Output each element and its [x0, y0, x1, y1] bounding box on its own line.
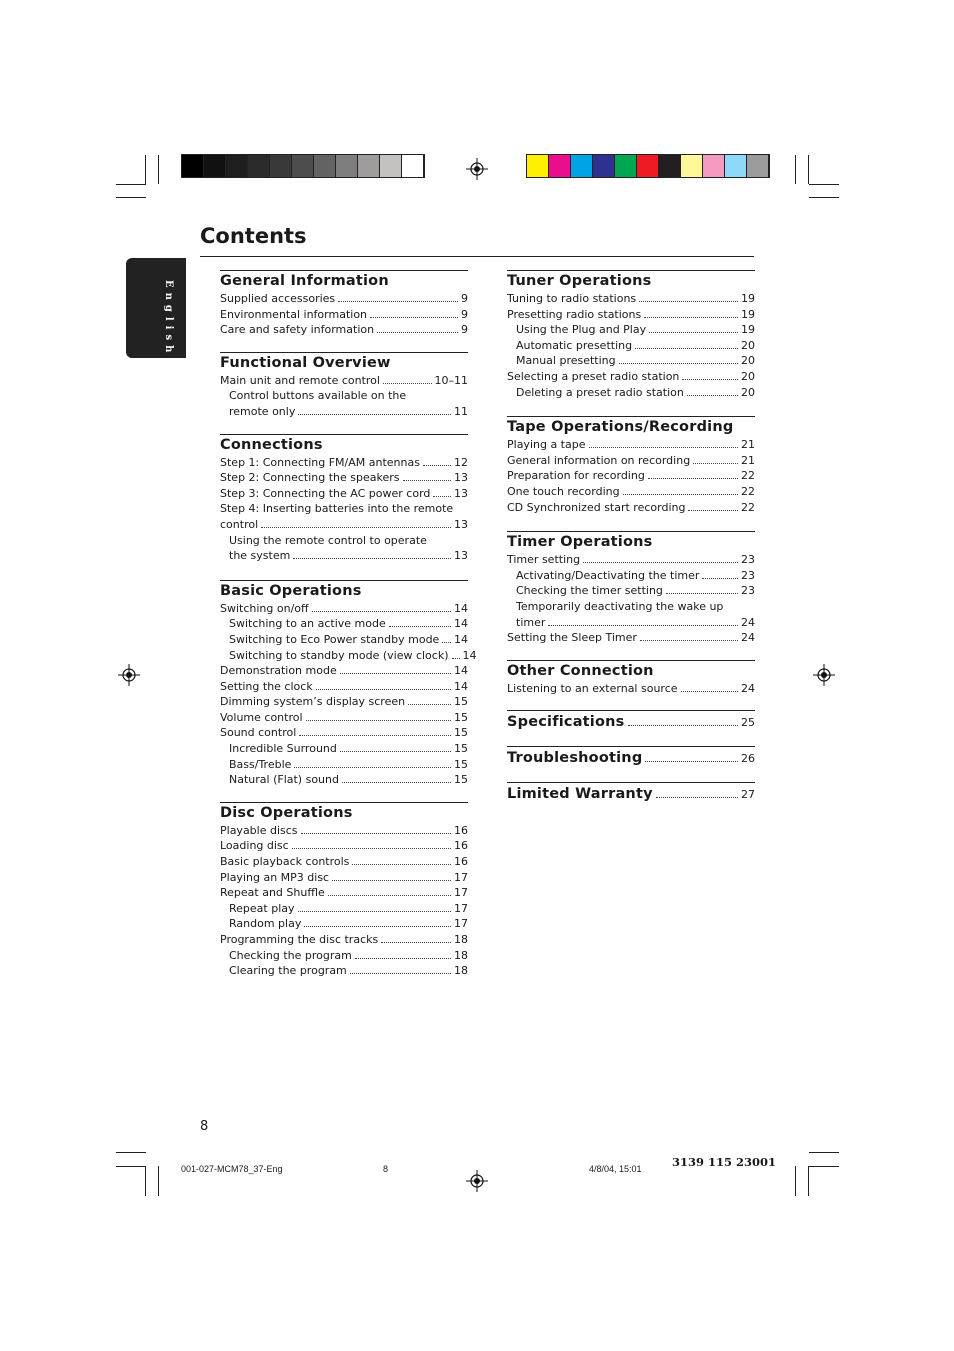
toc-entry[interactable]	[220, 838, 468, 854]
dot-leader	[304, 926, 451, 927]
toc-entry-label: Checking the timer setting	[516, 584, 663, 598]
toc-entry[interactable]	[507, 583, 755, 599]
page-number-ref: 21	[741, 438, 755, 452]
toc-entry[interactable]	[220, 404, 468, 420]
toc-entry[interactable]	[507, 453, 755, 469]
toc-entry-label: Incredible Surround	[229, 742, 337, 756]
color-swatch	[681, 155, 703, 177]
toc-entry[interactable]	[220, 948, 468, 964]
toc-entry-label: control	[220, 517, 259, 531]
page-number-ref: 17	[454, 870, 468, 884]
dot-leader	[656, 797, 738, 798]
dot-leader	[340, 673, 451, 674]
page-number-ref: 18	[454, 933, 468, 946]
page-number-ref: 19	[741, 307, 755, 321]
color-swatch	[358, 155, 380, 177]
page-title: Contents	[200, 224, 307, 248]
page-number-ref: 13	[454, 549, 468, 563]
dot-leader	[702, 578, 738, 579]
dot-leader	[301, 833, 451, 834]
color-swatch	[637, 155, 659, 177]
toc-entry-label: Setting the Sleep Timer	[507, 631, 637, 645]
dot-leader	[298, 911, 451, 912]
dot-leader	[316, 689, 451, 690]
toc-entry-label: Deleting a preset radio station	[516, 385, 684, 399]
dot-leader	[328, 895, 451, 896]
toc-entry-label: Loading disc	[220, 839, 289, 853]
dot-leader	[294, 767, 451, 768]
dot-leader	[687, 395, 738, 396]
dot-leader	[403, 480, 451, 481]
toc-entry-label: Step 1: Connecting FM/AM antennas	[220, 455, 420, 469]
toc-entry[interactable]	[220, 757, 468, 773]
registration-mark-icon	[466, 158, 488, 180]
dot-leader	[408, 704, 451, 705]
section-heading: Tuner Operations	[507, 273, 652, 289]
toc-entry-label: timer	[516, 615, 546, 629]
page-number-ref: 26	[741, 752, 755, 766]
footer-page: 8	[383, 1164, 389, 1174]
page-number-ref: 27	[741, 788, 755, 802]
toc-entry[interactable]	[507, 353, 755, 369]
toc-entry[interactable]	[220, 307, 468, 323]
dot-leader	[442, 642, 451, 643]
toc-entry[interactable]	[507, 630, 755, 646]
toc-section	[507, 531, 755, 646]
dot-leader	[648, 478, 738, 479]
dot-leader	[619, 363, 738, 364]
page-number-ref: 17	[454, 886, 468, 900]
toc-section	[220, 802, 468, 979]
dot-leader	[350, 973, 451, 974]
toc-entry[interactable]	[507, 468, 755, 484]
toc-entry[interactable]	[220, 455, 468, 471]
dot-leader	[640, 640, 738, 641]
title-divider	[200, 256, 754, 257]
color-swatch	[725, 155, 747, 177]
toc-entry-label: Checking the program	[229, 948, 352, 962]
dot-leader	[433, 496, 451, 497]
color-swatch	[593, 155, 615, 177]
dot-leader	[306, 720, 451, 721]
toc-section	[507, 660, 755, 697]
color-swatch-bar	[526, 154, 770, 178]
toc-entry-label: Dimming system’s display screen	[220, 695, 406, 709]
toc-entry-label: Switching to standby mode (view clock)	[229, 648, 449, 662]
dot-leader	[589, 447, 739, 448]
toc-section-heading-row[interactable]	[507, 711, 755, 732]
page-number-ref: 15	[454, 773, 468, 787]
page-number-ref: 9	[461, 292, 468, 305]
page-number-ref: 16	[454, 839, 468, 853]
color-swatch	[571, 155, 593, 177]
dot-leader	[355, 958, 451, 959]
page-number-ref: 13	[454, 517, 468, 531]
toc-entry-label: Clearing the program	[229, 964, 347, 978]
dot-leader	[649, 332, 738, 333]
toc-entry[interactable]	[507, 437, 755, 453]
page-number-ref: 14	[454, 601, 468, 615]
color-swatch	[204, 155, 226, 177]
color-swatch	[314, 155, 336, 177]
section-heading: Tape Operations/Recording	[507, 419, 734, 436]
toc-entry-label: Switching on/off	[220, 601, 309, 615]
page-number-ref: 14	[454, 632, 468, 646]
toc-entry[interactable]	[220, 854, 468, 870]
dot-leader	[381, 942, 451, 943]
dot-leader	[312, 611, 451, 612]
color-swatch	[270, 155, 292, 177]
page-number-ref: 23	[741, 553, 755, 567]
page-number-ref: 15	[454, 695, 468, 709]
toc-entry-label: Setting the clock	[220, 679, 313, 693]
toc-entry[interactable]	[507, 369, 755, 385]
language-tab-label: English	[163, 280, 174, 358]
dot-leader	[423, 465, 451, 466]
dot-leader	[682, 379, 738, 380]
color-swatch	[747, 155, 769, 177]
page-number-ref: 25	[741, 716, 755, 730]
toc-entry[interactable]	[220, 710, 468, 726]
toc-entry-line[interactable]: Temporarily deactivating the wake up	[516, 599, 724, 613]
toc-entry[interactable]	[220, 694, 468, 710]
page-number-ref: 23	[741, 584, 755, 598]
toc-entry-label: Playable discs	[220, 823, 298, 837]
dot-leader	[452, 658, 460, 659]
toc-entry-line[interactable]: Step 4: Inserting batteries into the remote	[220, 502, 454, 516]
toc-entry-label: Switching to an active mode	[229, 617, 386, 631]
dot-leader	[635, 348, 738, 349]
toc-entry-label: Supplied accessories	[220, 292, 336, 305]
dot-leader	[298, 414, 451, 415]
page-number-ref: 23	[741, 568, 755, 582]
section-heading: Disc Operations	[220, 804, 353, 821]
page-number-ref: 15	[454, 742, 468, 756]
toc-entry[interactable]	[220, 663, 468, 679]
toc-entry-label: Using the Plug and Play	[516, 323, 647, 337]
toc-entry-label: remote only	[229, 404, 296, 418]
toc-entry-label: CD Synchronized start recording	[507, 500, 686, 514]
section-heading: Limited Warranty	[507, 786, 653, 803]
dot-leader	[693, 463, 738, 464]
toc-entry-label: Step 2: Connecting the speakers	[220, 471, 400, 485]
toc-entry-label: Preparation for recording	[507, 469, 645, 483]
page-number-ref: 15	[454, 726, 468, 740]
page-number-ref: 9	[461, 307, 468, 321]
toc-entry-label: Switching to Eco Power standby mode	[229, 632, 440, 646]
page-number-ref: 19	[741, 323, 755, 337]
footer-date: 4/8/04, 15:01	[589, 1164, 642, 1174]
toc-entry[interactable]	[220, 648, 477, 664]
dot-leader	[261, 527, 451, 528]
page-number-ref: 13	[454, 471, 468, 485]
toc-section	[507, 270, 755, 400]
page-number-ref: 17	[454, 901, 468, 915]
toc-entry[interactable]	[507, 322, 755, 338]
toc-entry[interactable]	[220, 373, 468, 389]
page-number-ref: 15	[454, 757, 468, 771]
page-number-ref: 20	[741, 354, 755, 368]
dot-leader	[293, 558, 451, 559]
page-number-ref: 24	[741, 631, 755, 645]
page-number-ref: 18	[454, 948, 468, 962]
toc-entry-label: Repeat play	[229, 901, 295, 915]
page-number-ref: 14	[462, 648, 477, 662]
registration-mark-icon	[813, 664, 835, 686]
toc-entry-label: the system	[229, 549, 291, 563]
toc-entry-label: Basic playback controls	[220, 855, 350, 869]
dot-leader	[370, 317, 458, 318]
toc-entry[interactable]	[220, 291, 468, 307]
dot-leader	[583, 562, 738, 563]
color-swatch	[248, 155, 270, 177]
toc-entry-label: Volume control	[220, 710, 303, 724]
toc-entry[interactable]	[507, 615, 755, 631]
dot-leader	[389, 626, 451, 627]
section-heading: Specifications	[507, 714, 625, 731]
page-number-ref: 16	[454, 823, 468, 837]
toc-entry-label: Bass/Treble	[229, 757, 292, 771]
color-swatch	[226, 155, 248, 177]
dot-leader	[681, 691, 738, 692]
page-number-ref: 22	[741, 469, 755, 483]
toc-entry[interactable]	[220, 772, 468, 788]
page-number-ref: 12	[454, 455, 468, 469]
dot-leader	[644, 317, 738, 318]
page-number-ref: 11	[454, 404, 468, 418]
toc-entry-label: General information on recording	[507, 453, 691, 467]
toc-entry-label: Sound control	[220, 726, 297, 740]
page-number-ref: 13	[454, 486, 468, 500]
toc-entry[interactable]	[220, 725, 468, 741]
toc-entry[interactable]	[220, 916, 468, 932]
toc-entry-label: Demonstration mode	[220, 664, 337, 678]
page-number-ref: 16	[454, 855, 468, 869]
color-swatch	[182, 155, 204, 177]
section-heading: Functional Overview	[220, 354, 391, 371]
toc-entry-label: One touch recording	[507, 484, 620, 498]
color-swatch	[292, 155, 314, 177]
dot-leader	[688, 510, 738, 511]
color-swatch	[380, 155, 402, 177]
toc-right-column	[507, 270, 755, 804]
toc-entry[interactable]	[220, 870, 468, 886]
page-number-ref: 19	[741, 292, 755, 305]
dot-leader	[623, 494, 738, 495]
toc-section-heading-row[interactable]	[507, 783, 755, 804]
registration-mark-icon	[466, 1170, 488, 1192]
page-number-ref: 14	[454, 679, 468, 693]
color-swatch	[615, 155, 637, 177]
toc-entry-label: Playing a tape	[507, 438, 586, 452]
dot-leader	[342, 782, 451, 783]
toc-entry[interactable]	[220, 616, 468, 632]
toc-section	[507, 710, 755, 732]
toc-entry[interactable]	[220, 963, 468, 979]
color-swatch	[703, 155, 725, 177]
toc-entry[interactable]	[220, 322, 468, 338]
page-number-ref: 20	[741, 369, 755, 383]
toc-entry-label: Selecting a preset radio station	[507, 369, 680, 383]
toc-entry[interactable]	[220, 548, 468, 564]
toc-section	[220, 270, 468, 338]
document-code: 3139 115 23001	[672, 1155, 777, 1169]
dot-leader	[628, 725, 739, 726]
toc-entry-label: Repeat and Shuffle	[220, 886, 325, 900]
color-swatch	[336, 155, 358, 177]
toc-entry[interactable]	[507, 338, 755, 354]
toc-section	[220, 434, 468, 564]
toc-entry[interactable]	[507, 681, 755, 697]
toc-section	[220, 580, 477, 788]
dot-leader	[299, 735, 451, 736]
toc-entry[interactable]	[220, 901, 468, 917]
toc-entry[interactable]	[220, 517, 468, 533]
toc-section	[507, 746, 755, 768]
color-swatch	[402, 155, 424, 177]
toc-entry[interactable]	[220, 823, 468, 839]
dot-leader	[338, 301, 458, 302]
toc-entry[interactable]	[507, 552, 755, 568]
color-swatch	[659, 155, 681, 177]
toc-entry-label: Presetting radio stations	[507, 307, 642, 321]
registration-mark-icon	[118, 664, 140, 686]
gray-swatch-bar	[181, 154, 425, 178]
toc-entry[interactable]	[220, 470, 468, 486]
toc-entry-label: Step 3: Connecting the AC power cord	[220, 486, 431, 500]
toc-entry[interactable]	[220, 932, 468, 948]
toc-entry[interactable]	[220, 885, 468, 901]
toc-entry-label: Manual presetting	[516, 354, 616, 368]
toc-entry-label: Main unit and remote control	[220, 373, 380, 387]
toc-entry[interactable]	[220, 486, 468, 502]
toc-entry-label: Playing an MP3 disc	[220, 870, 330, 884]
page-number-ref: 21	[741, 453, 755, 467]
toc-entry-label: Timer setting	[507, 553, 581, 567]
toc-section	[220, 352, 468, 420]
toc-section	[507, 782, 755, 804]
dot-leader	[645, 761, 738, 762]
toc-entry-label: Programming the disc tracks	[220, 933, 379, 946]
toc-entry[interactable]	[220, 679, 468, 695]
toc-section	[507, 416, 755, 515]
page-number-ref: 20	[741, 338, 755, 352]
page-number-ref: 14	[454, 617, 468, 631]
dot-leader	[383, 383, 432, 384]
page-number: 8	[200, 1119, 209, 1134]
dot-leader	[340, 751, 451, 752]
toc-entry-label: Tuning to radio stations	[507, 292, 637, 305]
toc-entry-line[interactable]: Control buttons available on the	[229, 389, 407, 403]
toc-entry-label: Care and safety information	[220, 323, 375, 337]
page-number-ref: 24	[741, 615, 755, 629]
page-number-ref: 15	[454, 710, 468, 724]
dot-leader	[639, 301, 738, 302]
toc-entry[interactable]	[220, 741, 468, 757]
toc-entry[interactable]	[507, 385, 755, 401]
color-swatch	[527, 155, 549, 177]
page-number-ref: 22	[741, 500, 755, 514]
dot-leader	[548, 625, 738, 626]
toc-entry-label: Listening to an external source	[507, 681, 678, 695]
toc-entry[interactable]	[220, 632, 468, 648]
section-heading: Other Connection	[507, 662, 654, 679]
section-heading: Troubleshooting	[507, 750, 643, 767]
toc-entry-label: Environmental information	[220, 307, 368, 321]
color-swatch	[549, 155, 571, 177]
toc-entry[interactable]	[507, 484, 755, 500]
dot-leader	[332, 880, 451, 881]
toc-entry[interactable]	[507, 291, 755, 307]
page-number-ref: 20	[741, 385, 755, 399]
dot-leader	[352, 864, 451, 865]
section-heading: Connections	[220, 436, 323, 453]
section-heading: Basic Operations	[220, 582, 362, 599]
toc-entry[interactable]	[220, 601, 468, 617]
dot-leader	[292, 848, 451, 849]
toc-entry-label: Automatic presetting	[516, 338, 633, 352]
language-tab	[126, 258, 186, 358]
page-number-ref: 17	[454, 917, 468, 931]
toc-entry-line[interactable]: Using the remote control to operate	[229, 533, 427, 547]
dot-leader	[666, 593, 738, 594]
page-number-ref: 24	[741, 681, 755, 695]
toc-entry[interactable]	[507, 307, 755, 323]
page-number-ref: 14	[454, 664, 468, 678]
toc-entry-label: Random play	[229, 917, 302, 931]
page-number-ref: 9	[461, 323, 468, 337]
page-number-ref: 10–11	[434, 373, 468, 387]
toc-left-column	[220, 270, 477, 979]
toc-section-heading-row[interactable]	[507, 747, 755, 768]
section-heading: Timer Operations	[507, 534, 653, 551]
footer-file: 001-027-MCM78_37-Eng	[181, 1164, 283, 1174]
page-number-ref: 18	[454, 964, 468, 978]
page-number-ref: 22	[741, 484, 755, 498]
toc-entry-label: Activating/Deactivating the timer	[516, 568, 700, 582]
toc-entry[interactable]	[507, 568, 755, 584]
dot-leader	[377, 332, 458, 333]
section-heading: General Information	[220, 273, 389, 289]
toc-entry-label: Natural (Flat) sound	[229, 773, 339, 787]
toc-entry[interactable]	[507, 500, 755, 516]
